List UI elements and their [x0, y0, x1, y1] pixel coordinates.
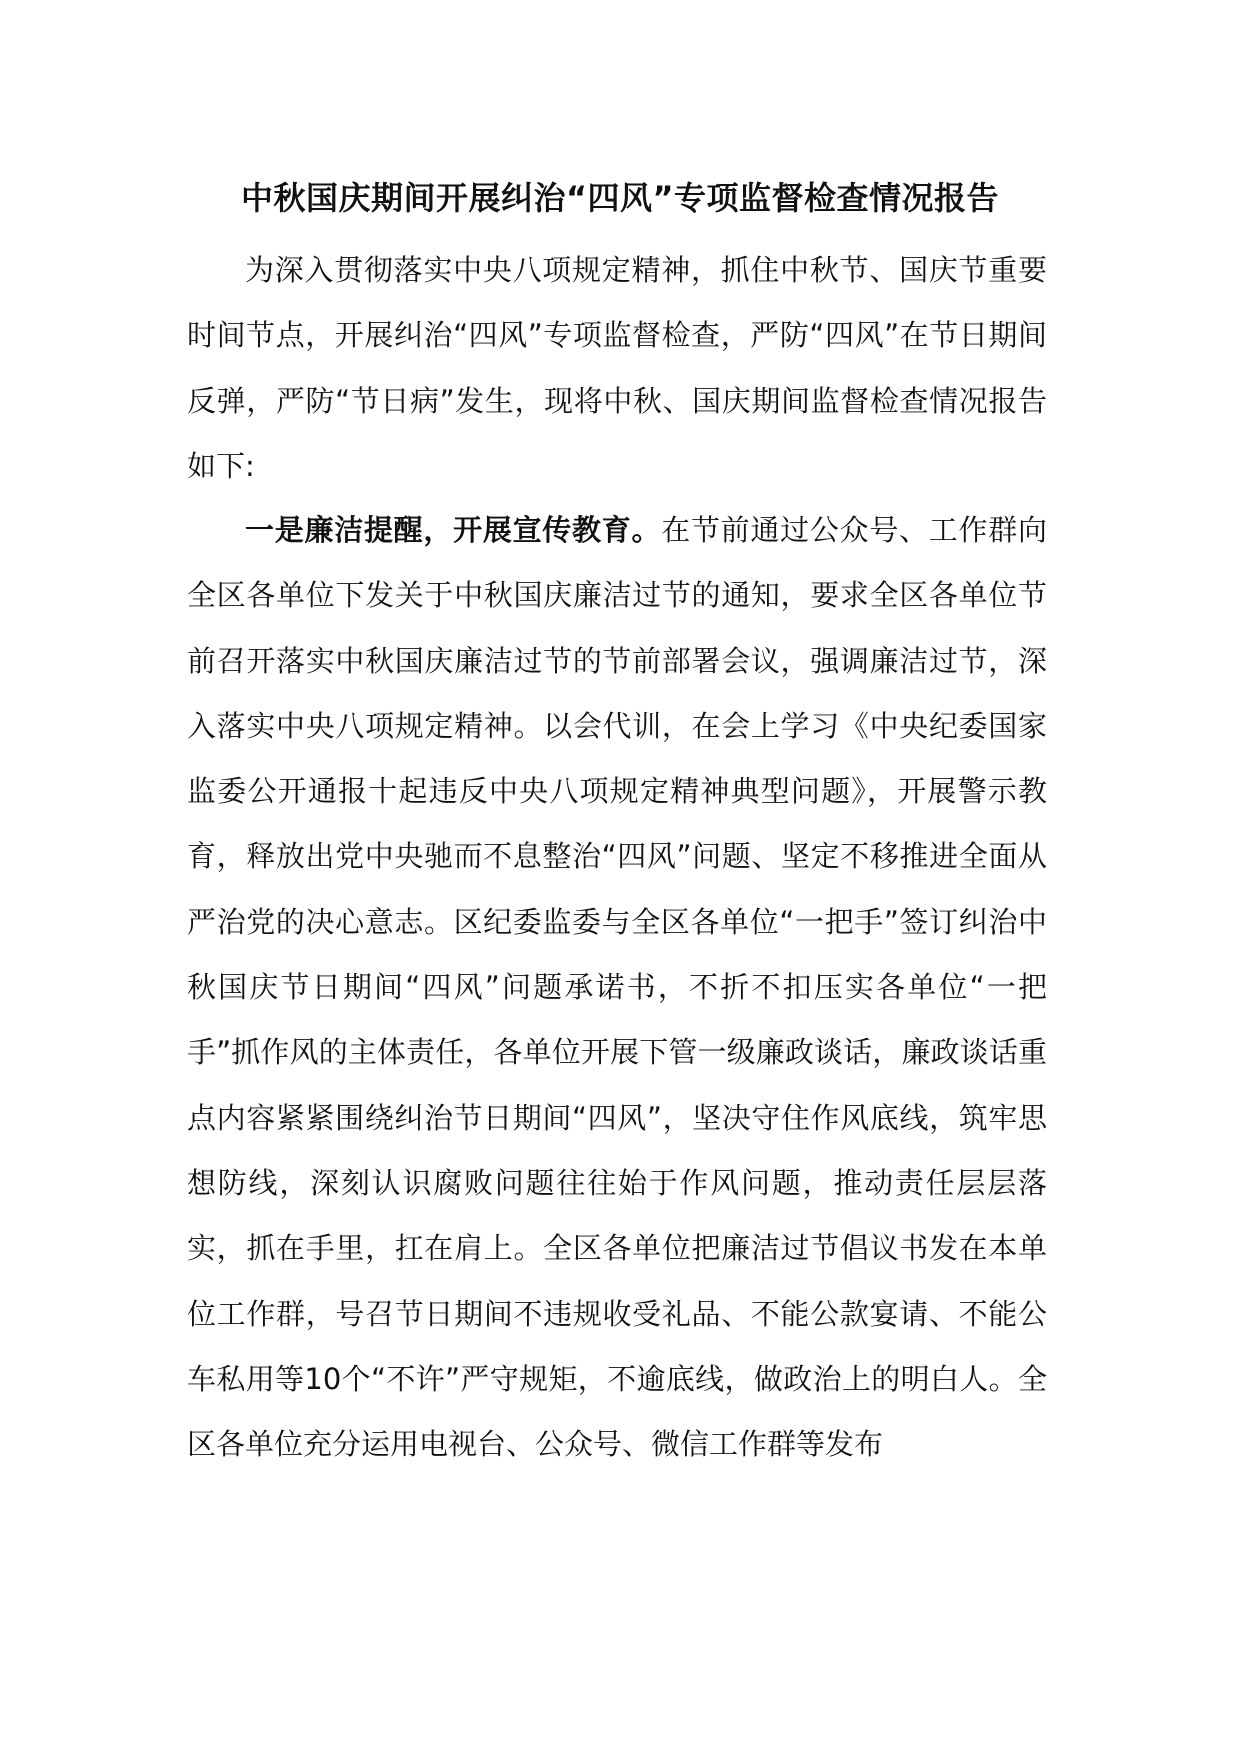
paragraph-section-1-text: 在节前通过公众号、工作群向全区各单位下发关于中秋国庆廉洁过节的通知，要求全区各单位节前召开落实中秋国庆廉洁过节的节前部署会议，强调廉洁过节，深入落实中央八项规定精神。以会代训，在会上学习《中央纪委国家监委公开通报十起违反中央八项规定精神典型问题》，开展警示教育，释放出党中央驰而不息整治“四风”问题、坚定不移推进全面从严治党的决心意志。区纪委监委与全区各单位“一把手”签订纠治中秋国庆节日期间“四风”问题承诺书，不折不扣压实各单位“一把手”抓作风的主体责任，各单位开展下管一级廉政谈话，廉政谈话重点内容紧紧围绕纠治节日期间“四风”，坚决守住作风底线，筑牢思想防线，深刻认识腐败问题往往始于作风问题，推动责任层层落实，抓在手里，扛在肩上。全区各单位把廉洁过节倡议书发在本单位工作群，号召节日期间不违规收受礼品、不能公款宴请、不能公车私用等10个“不许”严守规矩，不逾底线，做政治上的明白人。全区各单位充分运用电视台、公众号、微信工作群等发布 — [187, 513, 1047, 1462]
paragraph-intro-text: 为深入贯彻落实中央八项规定精神，抓住中秋节、国庆节重要时间节点，开展纠治“四风”专项监督检查，严防“四风”在节日期间反弹，严防“节日病”发生，现将中秋、国庆期间监督检查情况报告如下: — [187, 253, 1047, 483]
paragraph-section-1 — [187, 498, 1047, 1477]
paragraph-intro — [187, 238, 1047, 499]
paragraph-section-1-heading: 一是廉洁提醒，开展宣传教育。 — [245, 513, 662, 547]
document-title: 中秋国庆期间开展纠治“四风”专项监督检查情况报告 — [240, 179, 1000, 217]
